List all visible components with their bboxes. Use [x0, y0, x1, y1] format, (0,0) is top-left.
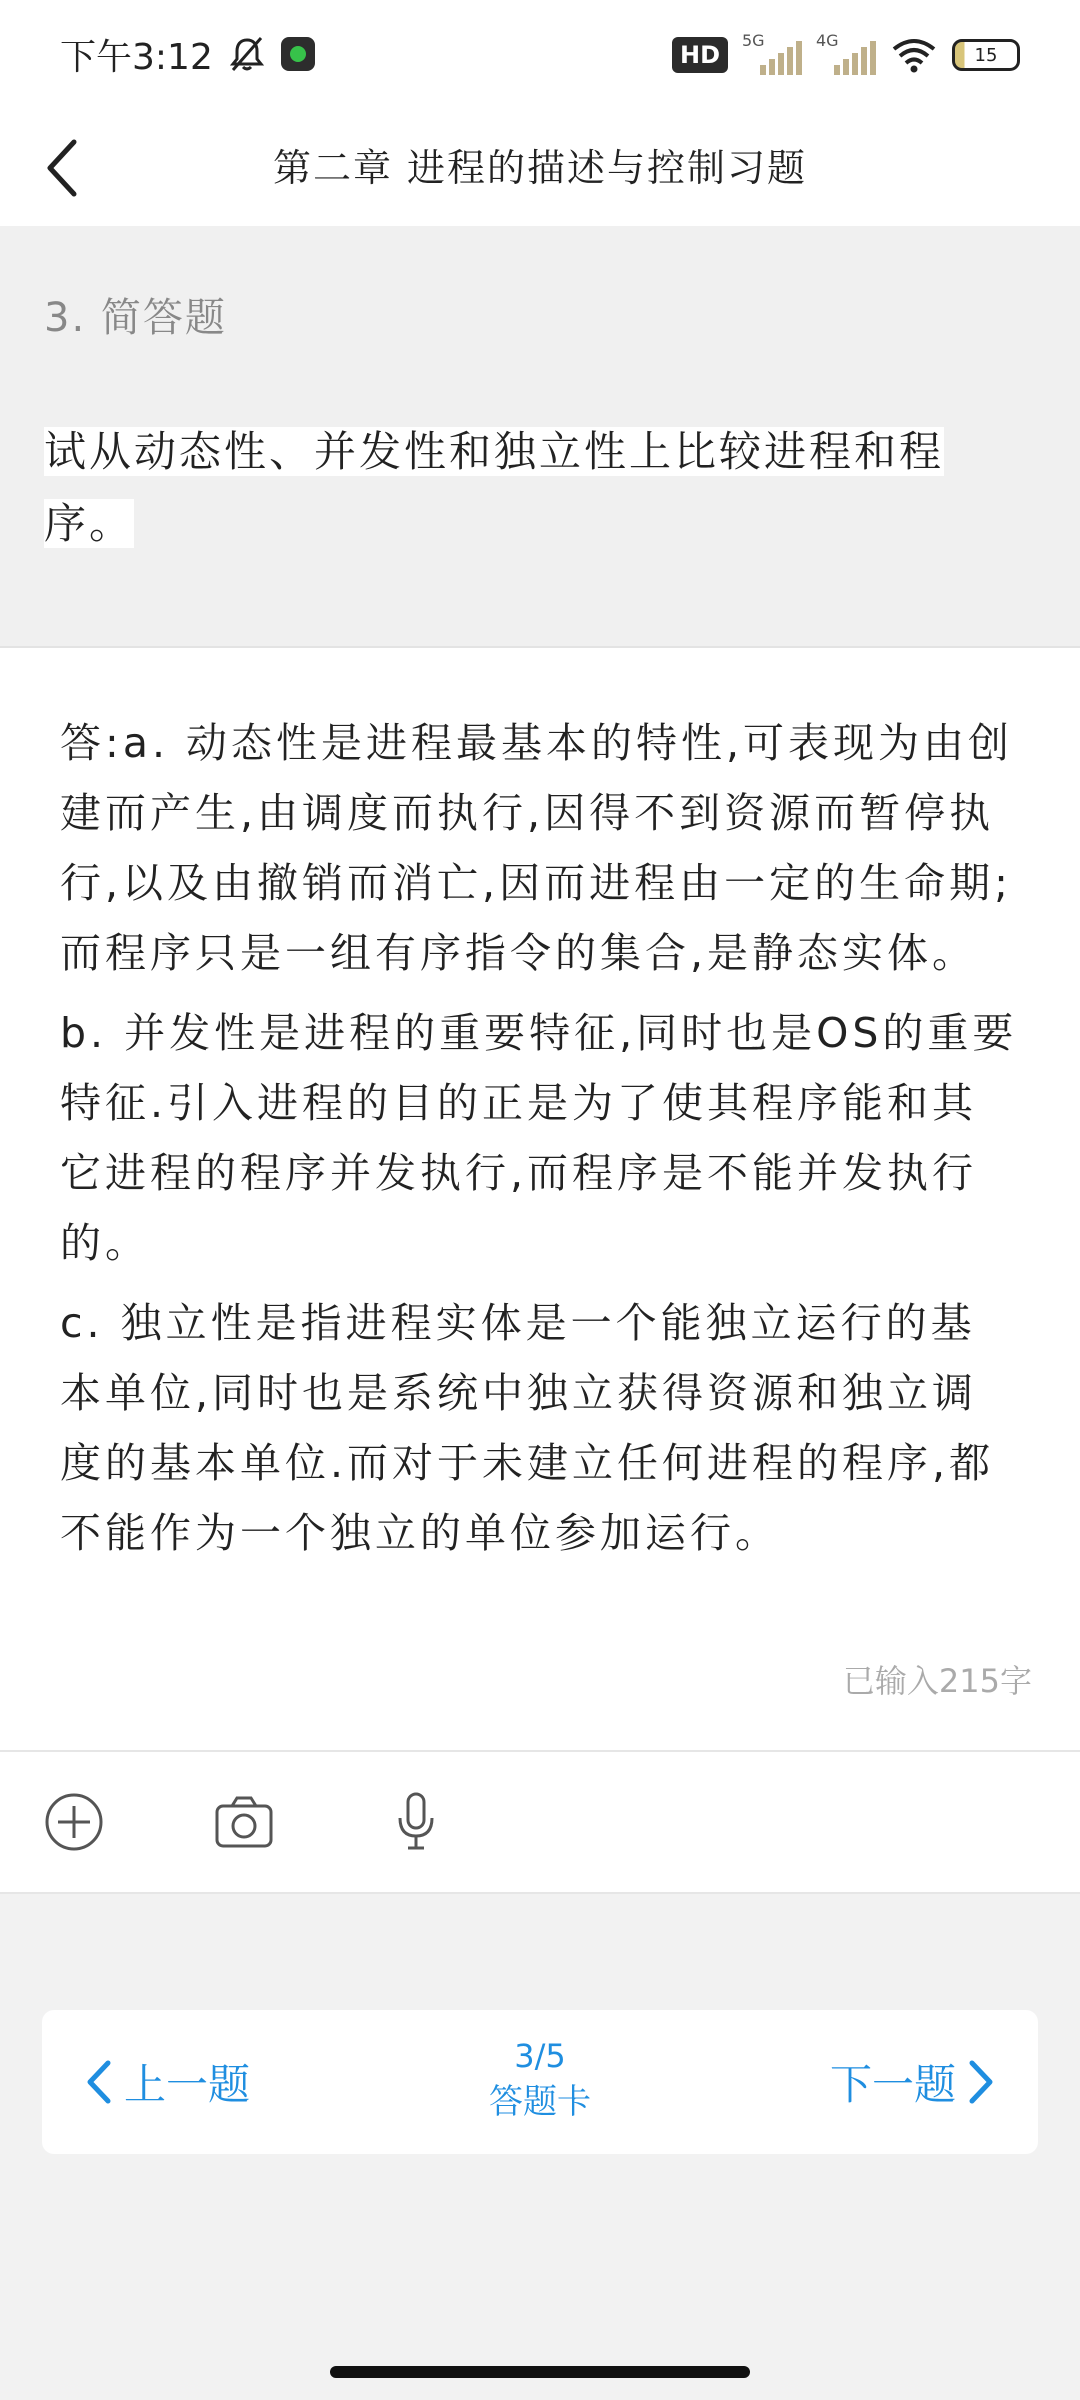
header — [0, 110, 1080, 226]
signal-4g-label: 4G — [816, 31, 839, 50]
question-progress: 3/5 — [514, 2037, 566, 2075]
status-bar — [0, 0, 1080, 110]
signal-4g-icon — [816, 31, 876, 75]
status-time: 下午3:12 — [60, 36, 213, 78]
next-question-label: 下一题 — [829, 2060, 956, 2109]
question-nav-card — [42, 2010, 1038, 2154]
bell-off-icon — [227, 34, 267, 74]
answer-input-area[interactable] — [0, 648, 1080, 1752]
answer-paragraph-b: b. 并发性是进程的重要特征,同时也是OS的重要特征.引入进程的目的正是为了使其程序能和其它进程的程序并发执行,而程序是不能并发执行的。 — [60, 1009, 1018, 1267]
question-text-content: 试从动态性、并发性和独立性上比较进程和程序。 — [44, 427, 945, 548]
answer-text[interactable] — [60, 708, 1020, 1578]
hd-badge: HD — [672, 37, 728, 73]
prev-question-button[interactable] — [84, 2010, 250, 2154]
input-toolbar — [0, 1752, 1080, 1894]
signal-5g-label: 5G — [742, 31, 765, 50]
app-notification-icon — [281, 37, 315, 71]
question-type-label: 3. 简答题 — [44, 295, 227, 341]
answer-paragraph-c: c. 独立性是指进程实体是一个能独立运行的基本单位,同时也是系统中独立获得资源和独立调度的基本单位.而对于未建立任何进程的程序,都不能作为一个独立的单位参加运行。 — [60, 1299, 995, 1557]
prev-question-label: 上一题 — [124, 2060, 251, 2109]
chevron-right-icon — [966, 2057, 996, 2107]
answer-card-button[interactable] — [440, 2034, 640, 2126]
page-title: 第二章 进程的描述与控制习题 — [272, 146, 808, 190]
camera-icon[interactable] — [212, 1790, 276, 1854]
next-question-button[interactable] — [830, 2010, 996, 2154]
battery-level: 15 — [974, 44, 998, 66]
char-count: 已输入215字 — [842, 1662, 1032, 1700]
question-text — [44, 416, 974, 560]
chevron-left-icon — [84, 2057, 114, 2107]
answer-card-label: 答题卡 — [489, 2082, 591, 2122]
battery-icon — [952, 39, 1020, 71]
status-left — [60, 28, 315, 80]
plus-circle-icon[interactable] — [42, 1790, 106, 1854]
answer-paragraph-a: 答:a. 动态性是进程最基本的特性,可表现为由创建而产生,由调度而执行,因得不到资源而暂停执行,以及由撤销而消亡,因而进程由一定的生命期;而程序只是一组有序指令的集合,是静态实体。 — [60, 719, 1014, 977]
wifi-icon — [890, 35, 938, 75]
signal-5g-icon — [742, 31, 802, 75]
question-area — [0, 226, 1080, 648]
microphone-icon[interactable] — [384, 1790, 448, 1854]
status-right — [672, 30, 1020, 80]
home-indicator[interactable] — [330, 2366, 750, 2378]
